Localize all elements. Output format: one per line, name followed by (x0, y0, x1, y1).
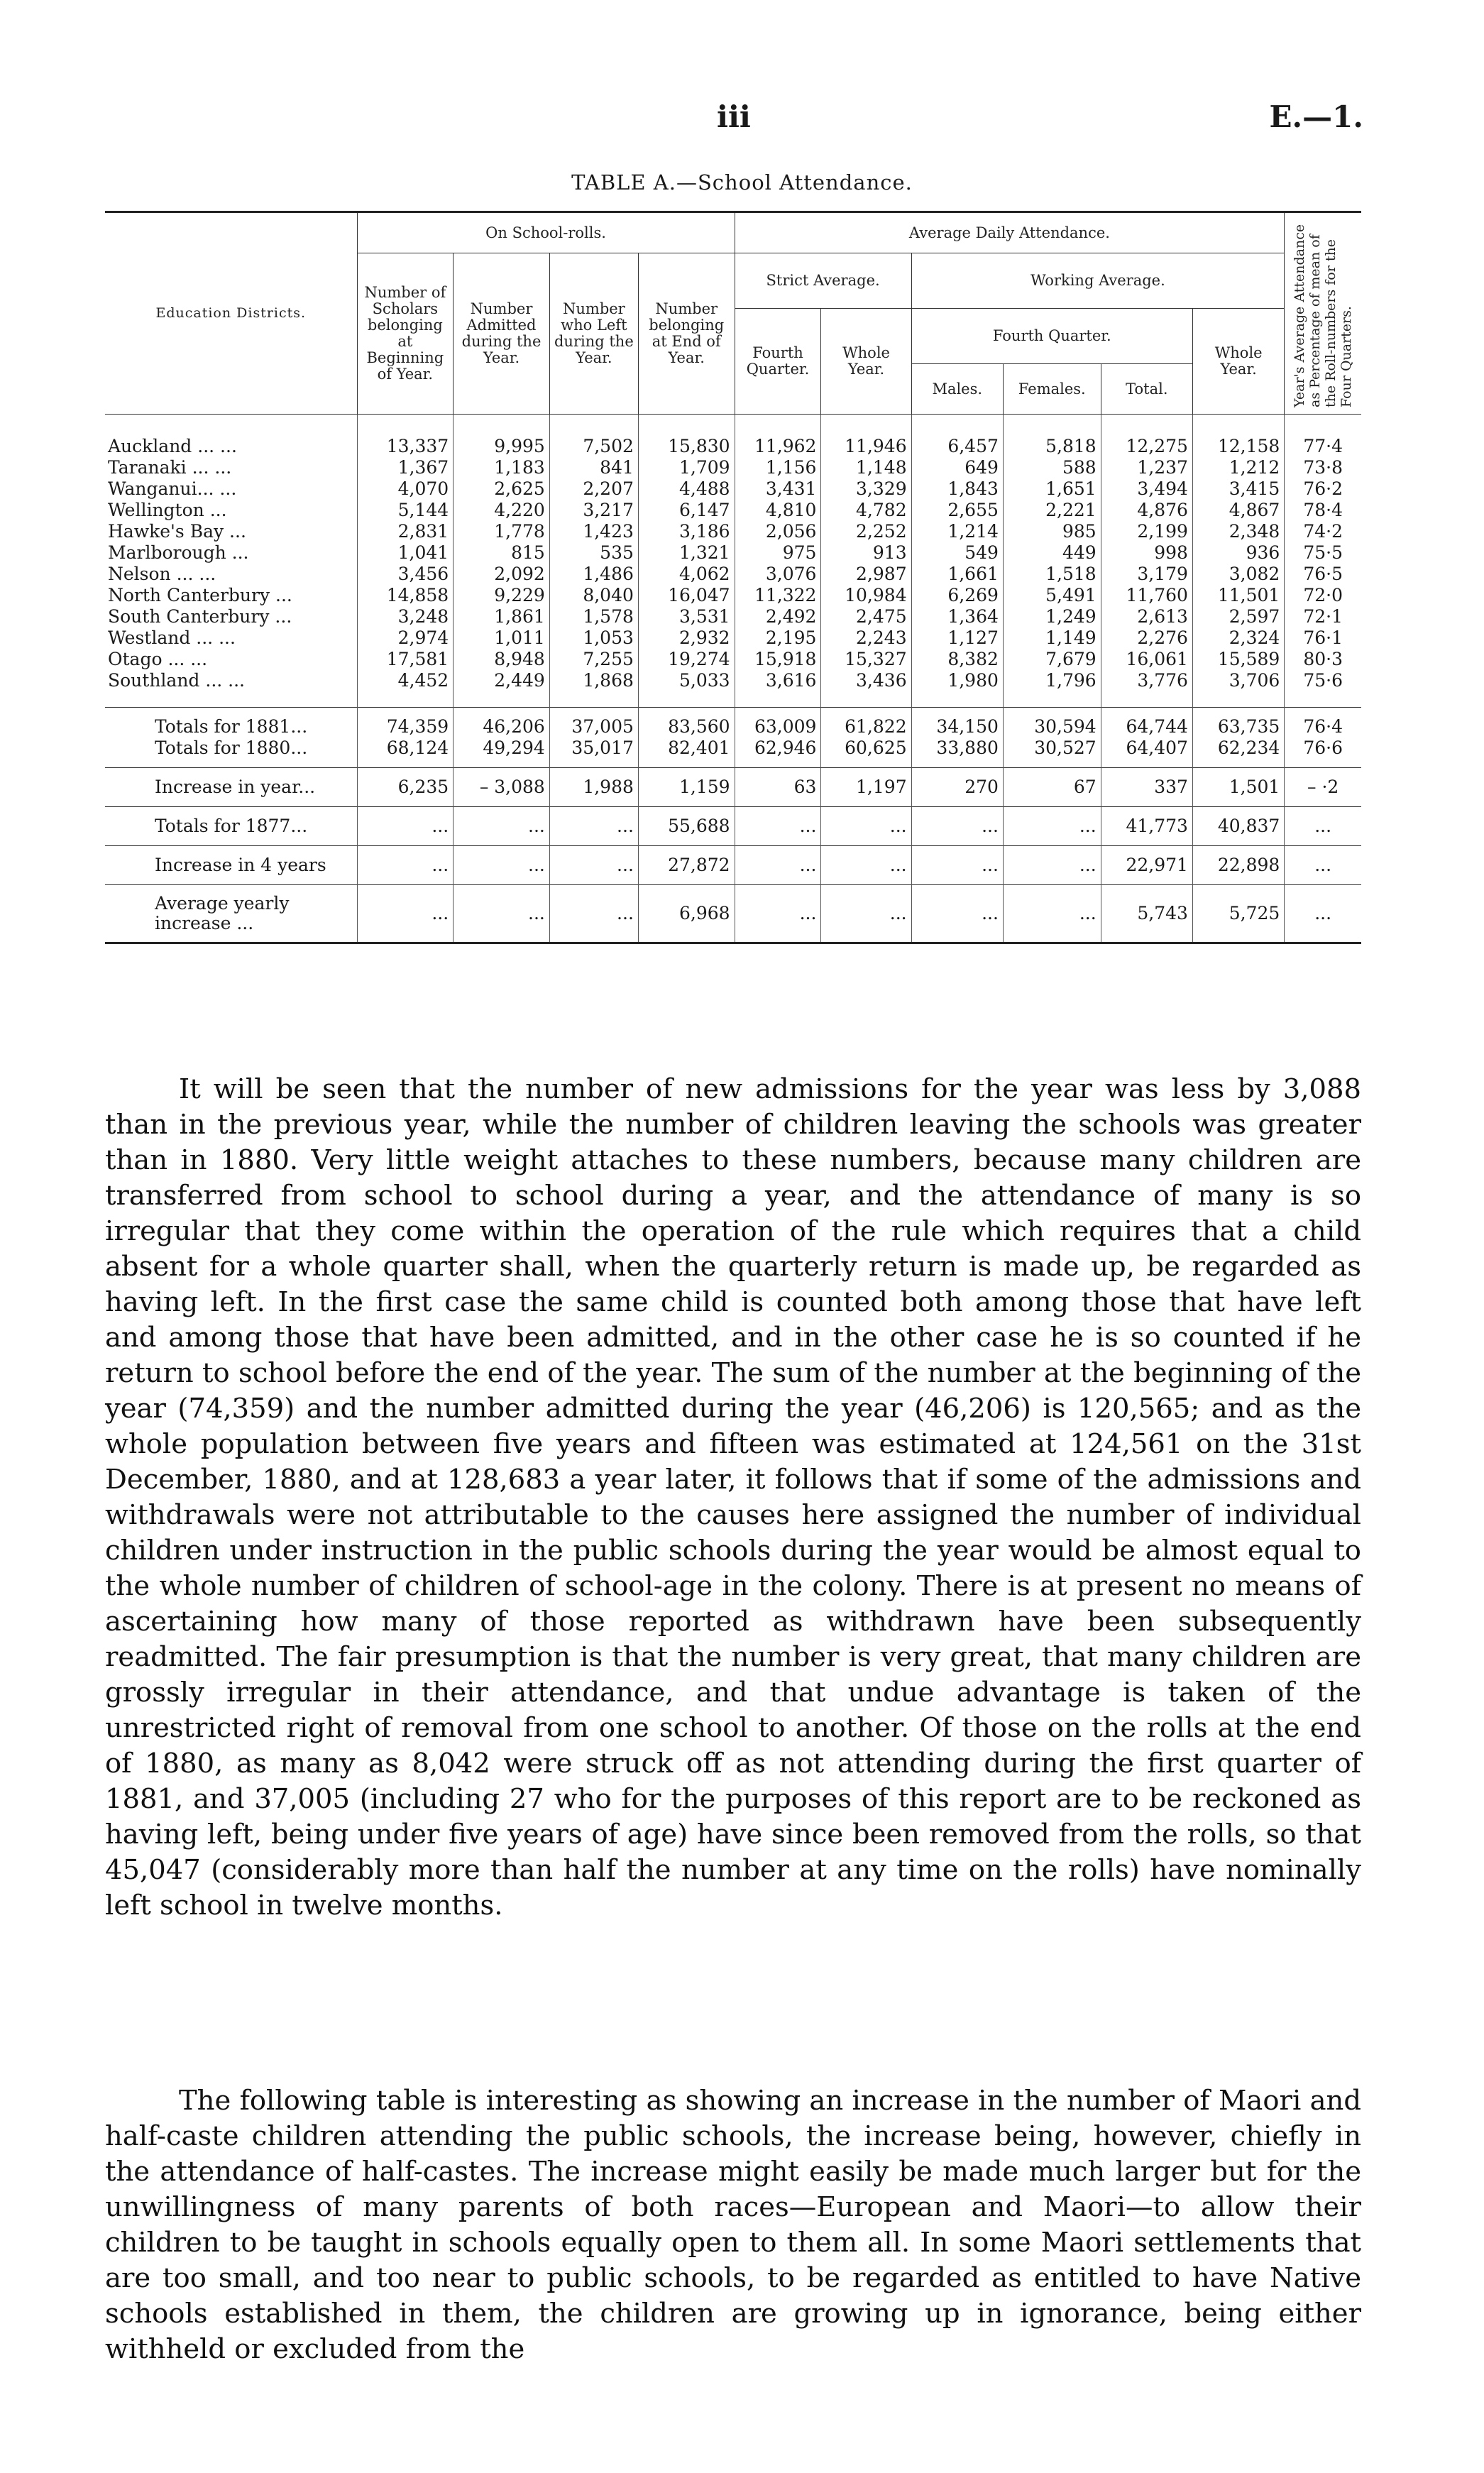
value-cell: 1,486 (549, 564, 638, 585)
row-label: Auckland ... ... (108, 436, 237, 456)
row-label: Wellington ... (108, 500, 227, 520)
value-cell: 1,127 (911, 627, 1003, 649)
value-cell: 936 (1192, 542, 1284, 564)
value-cell: 841 (549, 457, 638, 478)
col-header-percentage (1285, 212, 1361, 415)
district-row (105, 500, 1361, 521)
value-cell: 63,009 (735, 708, 821, 738)
value-cell: 1,249 (1003, 606, 1101, 627)
value-cell: ... (454, 846, 550, 885)
value-cell: 67 (1003, 768, 1101, 807)
value-cell: 3,431 (735, 478, 821, 500)
district-rows (105, 415, 1361, 708)
value-cell: 4,488 (638, 478, 735, 500)
totals-1880-row (105, 737, 1361, 768)
col-header-admitted: Number Admitted during the Year. (454, 253, 550, 415)
value-cell: 2,932 (638, 627, 735, 649)
value-cell: 37,005 (549, 708, 638, 738)
percentage-cell: – ·2 (1285, 768, 1361, 807)
value-cell: 2,221 (1003, 500, 1101, 521)
value-cell: ... (735, 846, 821, 885)
increase-in-year-row (105, 768, 1361, 807)
percentage-cell: 72·1 (1285, 606, 1361, 627)
value-cell: ... (549, 846, 638, 885)
body-paragraph-1 (105, 1072, 1361, 1924)
value-cell: 3,248 (357, 606, 454, 627)
value-cell: 2,987 (821, 564, 911, 585)
value-cell: 2,276 (1101, 627, 1192, 649)
value-cell: 74,359 (357, 708, 454, 738)
district-row (105, 670, 1361, 708)
value-cell: 449 (1003, 542, 1101, 564)
value-cell: 1,149 (1003, 627, 1101, 649)
value-cell: 63,735 (1192, 708, 1284, 738)
value-cell: 1,796 (1003, 670, 1101, 708)
value-cell: 4,876 (1101, 500, 1192, 521)
value-cell: 17,581 (357, 649, 454, 670)
value-cell: 549 (911, 542, 1003, 564)
col-header-strict-whole: Whole Year. (821, 309, 911, 415)
value-cell: 11,501 (1192, 585, 1284, 606)
paragraph-2-text: The following table is interesting as showing an increase in the number of Maori and half-caste children attending the public schools, the increase being, however, chiefly in the attendance of half-castes. The increase might easily be made much larger but for the unwillingness of many parents of both races—European and Maori—to allow their children to be taught in schools equally open to them all. In some Maori settlements that are too small, and too near to public schools, to be regarded as entitled to have Native schools established in them, the children are growing up in ignorance, being either withheld or excluded from the (105, 2085, 1361, 2365)
value-cell: 3,616 (735, 670, 821, 708)
value-cell: 2,199 (1101, 521, 1192, 542)
percentage-cell: 78·4 (1285, 500, 1361, 521)
value-cell: ... (357, 846, 454, 885)
value-cell: 11,760 (1101, 585, 1192, 606)
value-cell: ... (821, 846, 911, 885)
row-label: Marlborough ... (108, 542, 249, 563)
district-row (105, 415, 1361, 458)
district-row (105, 478, 1361, 500)
value-cell: 975 (735, 542, 821, 564)
value-cell: 22,898 (1192, 846, 1284, 885)
value-cell: 5,818 (1003, 415, 1101, 458)
value-cell: 1,214 (911, 521, 1003, 542)
row-label: Nelson ... ... (108, 564, 216, 584)
value-cell: 64,744 (1101, 708, 1192, 738)
col-header-beginning: Number of Scholars belonging at Beginning of Year. (357, 253, 454, 415)
col-group-rolls: On School-rolls. (357, 212, 735, 253)
table-title: TABLE A.—School Attendance. (571, 170, 913, 194)
value-cell: 2,831 (357, 521, 454, 542)
value-cell: 1,237 (1101, 457, 1192, 478)
value-cell: 3,076 (735, 564, 821, 585)
value-cell: 6,235 (357, 768, 454, 807)
percentage-label: Year's Average Attendance as Percentage of mean of the Roll-numbers for the Four Quarters. (1292, 224, 1355, 407)
value-cell: 2,613 (1101, 606, 1192, 627)
value-cell: 82,401 (638, 737, 735, 768)
value-cell: 2,475 (821, 606, 911, 627)
value-cell: 1,709 (638, 457, 735, 478)
col-header-working-whole: Whole Year. (1192, 309, 1284, 415)
value-cell: 8,382 (911, 649, 1003, 670)
value-cell: 2,348 (1192, 521, 1284, 542)
value-cell: ... (357, 807, 454, 846)
percentage-cell: 76·2 (1285, 478, 1361, 500)
value-cell: 1,843 (911, 478, 1003, 500)
value-cell: 3,329 (821, 478, 911, 500)
row-label: Increase in year... (105, 768, 357, 807)
value-cell: 68,124 (357, 737, 454, 768)
value-cell: 649 (911, 457, 1003, 478)
value-cell: 11,946 (821, 415, 911, 458)
value-cell: 6,147 (638, 500, 735, 521)
district-row (105, 564, 1361, 585)
value-cell: 33,880 (911, 737, 1003, 768)
district-row (105, 521, 1361, 542)
row-label: Southland ... ... (108, 670, 246, 691)
value-cell: 5,725 (1192, 885, 1284, 943)
value-cell: 62,946 (735, 737, 821, 768)
value-cell: 7,255 (549, 649, 638, 670)
value-cell: 4,062 (638, 564, 735, 585)
value-cell: 13,337 (357, 415, 454, 458)
value-cell: ... (454, 885, 550, 943)
increase-4-years-row (105, 846, 1361, 885)
percentage-cell: 76·5 (1285, 564, 1361, 585)
value-cell: 2,974 (357, 627, 454, 649)
value-cell: ... (911, 807, 1003, 846)
value-cell: 5,144 (357, 500, 454, 521)
value-cell: 1,423 (549, 521, 638, 542)
value-cell: 12,275 (1101, 415, 1192, 458)
value-cell: 2,324 (1192, 627, 1284, 649)
percentage-cell: ... (1285, 885, 1361, 943)
value-cell: ... (821, 807, 911, 846)
value-cell: 270 (911, 768, 1003, 807)
value-cell: 2,449 (454, 670, 550, 708)
percentage-cell: 76·4 (1285, 708, 1361, 738)
value-cell: ... (911, 846, 1003, 885)
value-cell: 1,183 (454, 457, 550, 478)
value-cell: 2,243 (821, 627, 911, 649)
value-cell: 5,033 (638, 670, 735, 708)
value-cell: 27,872 (638, 846, 735, 885)
value-cell: 5,743 (1101, 885, 1192, 943)
value-cell: 535 (549, 542, 638, 564)
value-cell: 8,040 (549, 585, 638, 606)
value-cell: 11,962 (735, 415, 821, 458)
value-cell: ... (821, 885, 911, 943)
value-cell: 1,980 (911, 670, 1003, 708)
value-cell: 9,229 (454, 585, 550, 606)
value-cell: 7,679 (1003, 649, 1101, 670)
value-cell: 61,822 (821, 708, 911, 738)
value-cell: 1,197 (821, 768, 911, 807)
value-cell: 2,655 (911, 500, 1003, 521)
col-header-district: Education Districts. (105, 212, 357, 415)
value-cell: 1,321 (638, 542, 735, 564)
row-label: South Canterbury ... (108, 606, 292, 627)
row-label: North Canterbury ... (108, 585, 292, 605)
value-cell: 3,217 (549, 500, 638, 521)
value-cell: 8,948 (454, 649, 550, 670)
value-cell: 11,322 (735, 585, 821, 606)
value-cell: 4,452 (357, 670, 454, 708)
value-cell: 5,491 (1003, 585, 1101, 606)
col-group-average: Average Daily Attendance. (735, 212, 1285, 253)
paragraph-1-text: It will be seen that the number of new admissions for the year was less by 3,088 than in the previous year, while the number of children leaving the schools was greater than in 1880. Very little weight attaches to these numbers, because many children are transferred from school to school during a year, and the attendance of many is so irregular that they come within the operation of the rule which requires that a child absent for a whole quarter shall, when the quarterly return is made up, be regarded as having left. In the first case the same child is counted both among those that have left and among those that have been admitted, and in the other case he is so counted if he return to school before the end of the year. The sum of the number at the beginning of the year (74,359) and the number admitted during the year (46,206) is 120,565; and as the whole population between five years and fifteen was estimated at 124,561 on the 31st December, 1880, and at 128,683 a year later, it follows that if some of the admissions and withdrawals were not attributable to the causes here assigned the number of individual children under instruction in the public schools during the year would be almost equal to the whole number of children of school-age in the colony. There is at present no means of ascertaining how many of those reported as withdrawn have been subsequently readmitted. The fair presumption is that the number is very great, that many children are grossly irregular in their attendance, and that undue advantage is taken of the unrestricted right of removal from one school to another. Of those on the rolls at the end of 1880, as many as 8,042 were struck off as not attending during the first quarter of 1881, and 37,005 (including 27 who for the purposes of this report are to be reckoned as having left, being under five years of age) have since been removed from the rolls, so that 45,047 (considerably more than half the number at any time on the rolls) have nominally left school in twelve months. (105, 1073, 1361, 1921)
value-cell: 1,651 (1003, 478, 1101, 500)
average-yearly-increase-row (105, 885, 1361, 943)
percentage-cell: ... (1285, 846, 1361, 885)
value-cell: 3,456 (357, 564, 454, 585)
value-cell: 1,212 (1192, 457, 1284, 478)
percentage-cell: 75·5 (1285, 542, 1361, 564)
value-cell: 6,269 (911, 585, 1003, 606)
value-cell: 2,252 (821, 521, 911, 542)
value-cell: 9,995 (454, 415, 550, 458)
percentage-cell: 76·1 (1285, 627, 1361, 649)
value-cell: 83,560 (638, 708, 735, 738)
value-cell: 4,220 (454, 500, 550, 521)
value-cell: 815 (454, 542, 550, 564)
row-label: Totals for 1881... (105, 708, 357, 738)
value-cell: 985 (1003, 521, 1101, 542)
col-header-strict: Strict Average. (735, 253, 911, 309)
value-cell: 55,688 (638, 807, 735, 846)
value-cell: 3,186 (638, 521, 735, 542)
value-cell: 35,017 (549, 737, 638, 768)
value-cell: ... (357, 885, 454, 943)
value-cell: 3,776 (1101, 670, 1192, 708)
col-header-strict-fourth: Fourth Quarter. (735, 309, 821, 415)
value-cell: 2,597 (1192, 606, 1284, 627)
value-cell: ... (1003, 846, 1101, 885)
value-cell: 1,041 (357, 542, 454, 564)
value-cell: 63 (735, 768, 821, 807)
value-cell: 60,625 (821, 737, 911, 768)
value-cell: 4,810 (735, 500, 821, 521)
value-cell: 12,158 (1192, 415, 1284, 458)
value-cell: 16,061 (1101, 649, 1192, 670)
percentage-cell: 80·3 (1285, 649, 1361, 670)
value-cell: 22,971 (1101, 846, 1192, 885)
value-cell: 1,861 (454, 606, 550, 627)
value-cell: 2,092 (454, 564, 550, 585)
value-cell: 1,159 (638, 768, 735, 807)
value-cell: 1,364 (911, 606, 1003, 627)
value-cell: 2,492 (735, 606, 821, 627)
value-cell: 2,195 (735, 627, 821, 649)
row-label: Otago ... ... (108, 649, 208, 669)
value-cell: 16,047 (638, 585, 735, 606)
value-cell: 4,867 (1192, 500, 1284, 521)
value-cell: 41,773 (1101, 807, 1192, 846)
district-row (105, 627, 1361, 649)
value-cell: ... (454, 807, 550, 846)
value-cell: ... (549, 885, 638, 943)
value-cell: 1,053 (549, 627, 638, 649)
value-cell: 49,294 (454, 737, 550, 768)
value-cell: 3,415 (1192, 478, 1284, 500)
value-cell: 30,594 (1003, 708, 1101, 738)
value-cell: 3,082 (1192, 564, 1284, 585)
district-row (105, 542, 1361, 564)
body-paragraph-2 (105, 2083, 1361, 2367)
value-cell: 10,984 (821, 585, 911, 606)
value-cell: 2,207 (549, 478, 638, 500)
value-cell: 34,150 (911, 708, 1003, 738)
value-cell: 4,782 (821, 500, 911, 521)
percentage-cell: 77·4 (1285, 415, 1361, 458)
value-cell: ... (1003, 885, 1101, 943)
col-header-total: Total. (1101, 364, 1192, 415)
value-cell: 913 (821, 542, 911, 564)
district-row (105, 585, 1361, 606)
row-label: Taranaki ... ... (108, 457, 232, 478)
value-cell: 40,837 (1192, 807, 1284, 846)
value-cell: 4,070 (357, 478, 454, 500)
value-cell: 1,868 (549, 670, 638, 708)
row-label: Average yearly increase ... (105, 885, 357, 943)
value-cell: ... (1003, 807, 1101, 846)
value-cell: 3,706 (1192, 670, 1284, 708)
col-header-males: Males. (911, 364, 1003, 415)
value-cell: 1,156 (735, 457, 821, 478)
value-cell: 64,407 (1101, 737, 1192, 768)
value-cell: 2,056 (735, 521, 821, 542)
district-row (105, 649, 1361, 670)
value-cell: 1,367 (357, 457, 454, 478)
value-cell: 62,234 (1192, 737, 1284, 768)
value-cell: 1,778 (454, 521, 550, 542)
col-header-working: Working Average. (911, 253, 1285, 309)
value-cell: 15,918 (735, 649, 821, 670)
totals-1881-row (105, 708, 1361, 738)
value-cell: 30,527 (1003, 737, 1101, 768)
totals-1877-row (105, 807, 1361, 846)
value-cell: 46,206 (454, 708, 550, 738)
value-cell: 15,327 (821, 649, 911, 670)
value-cell: 3,531 (638, 606, 735, 627)
value-cell: 14,858 (357, 585, 454, 606)
percentage-cell: 73·8 (1285, 457, 1361, 478)
col-header-end: Number belonging at End of Year. (638, 253, 735, 415)
col-header-working-fourth: Fourth Quarter. (911, 309, 1192, 364)
value-cell: 7,502 (549, 415, 638, 458)
value-cell: 998 (1101, 542, 1192, 564)
district-row (105, 457, 1361, 478)
page-number: iii (717, 99, 751, 134)
value-cell: 3,179 (1101, 564, 1192, 585)
row-label: Totals for 1880... (155, 737, 308, 758)
value-cell: 1,578 (549, 606, 638, 627)
value-cell: 337 (1101, 768, 1192, 807)
percentage-cell: 76·6 (1285, 737, 1361, 768)
value-cell: 6,457 (911, 415, 1003, 458)
row-label: Wanganui... ... (108, 478, 237, 499)
value-cell: 1,661 (911, 564, 1003, 585)
value-cell: ... (735, 807, 821, 846)
value-cell: 2,625 (454, 478, 550, 500)
value-cell: 1,988 (549, 768, 638, 807)
value-cell: 588 (1003, 457, 1101, 478)
value-cell: ... (735, 885, 821, 943)
percentage-cell: 72·0 (1285, 585, 1361, 606)
value-cell: 6,968 (638, 885, 735, 943)
value-cell: – 3,088 (454, 768, 550, 807)
value-cell: 1,148 (821, 457, 911, 478)
value-cell: 3,436 (821, 670, 911, 708)
value-cell: 1,011 (454, 627, 550, 649)
value-cell: 15,589 (1192, 649, 1284, 670)
col-header-females: Females. (1003, 364, 1101, 415)
value-cell: 3,494 (1101, 478, 1192, 500)
value-cell: ... (549, 807, 638, 846)
school-attendance-table (105, 211, 1361, 944)
value-cell: 19,274 (638, 649, 735, 670)
value-cell: ... (911, 885, 1003, 943)
value-cell: 1,518 (1003, 564, 1101, 585)
value-cell: 1,501 (1192, 768, 1284, 807)
percentage-cell: ... (1285, 807, 1361, 846)
row-label: Increase in 4 years (105, 846, 357, 885)
value-cell: 15,830 (638, 415, 735, 458)
row-label: Westland ... ... (108, 627, 236, 648)
col-header-left: Number who Left during the Year. (549, 253, 638, 415)
row-label: Hawke's Bay ... (108, 521, 246, 542)
document-code: E.—1. (1269, 99, 1363, 134)
percentage-cell: 75·6 (1285, 670, 1361, 708)
percentage-cell: 74·2 (1285, 521, 1361, 542)
row-label: Totals for 1877... (105, 807, 357, 846)
district-row (105, 606, 1361, 627)
